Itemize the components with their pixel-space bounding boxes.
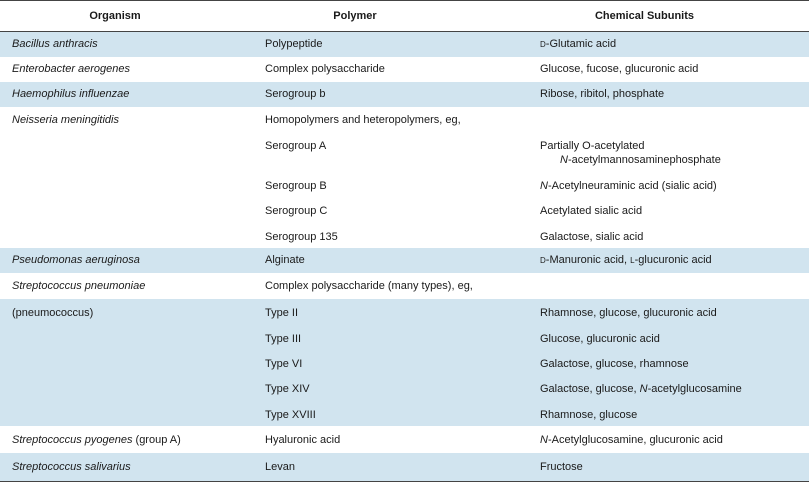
subunits-cell: Galactose, glucose, N-acetylglucosamine: [540, 383, 742, 395]
table-row: [0, 82, 809, 107]
polymer-cell: Type VI: [265, 358, 303, 370]
organism-cell: Bacillus anthracis: [12, 38, 98, 50]
table-row: [0, 248, 809, 273]
polymer-cell: Complex polysaccharide (many types), eg,: [265, 280, 473, 292]
polymer-cell: Levan: [265, 461, 295, 473]
organism-cell: Streptococcus pneumoniae: [12, 280, 146, 292]
subunits-cell: Glucose, glucuronic acid: [540, 333, 660, 345]
subunits-cell: N-Acetylneuraminic acid (sialic acid): [540, 180, 717, 192]
organism-cell: Pseudomonas aeruginosa: [12, 254, 140, 266]
polymer-cell: Type II: [265, 307, 299, 319]
subunits-cell: Partially O-acetylated: [540, 140, 645, 152]
table-row-group: [0, 107, 809, 248]
subunits-cell: N-Acetylglucosamine, glucuronic acid: [540, 434, 723, 446]
header-subunits: Chemical Subunits: [594, 10, 695, 22]
polymer-cell: Serogroup C: [265, 205, 328, 217]
table-row: [0, 273, 809, 299]
subunits-cell-continued: N-acetylmannosaminephosphate: [560, 154, 721, 166]
organism-cell: Streptococcus pyogenes (group A): [12, 434, 181, 446]
table-row: [0, 426, 809, 453]
subunits-cell: Rhamnose, glucose: [540, 409, 638, 421]
small-caps-prefix: D: [540, 40, 546, 49]
header-polymer: Polymer: [333, 10, 377, 22]
polymer-cell: Hyaluronic acid: [265, 434, 341, 446]
subunits-cell: D-Glutamic acid: [540, 38, 617, 50]
table-row: [0, 453, 809, 481]
table-header: [0, 1, 809, 32]
header-organism: Organism: [89, 10, 141, 22]
polymer-cell: Polypeptide: [265, 38, 323, 50]
polymer-cell: Serogroup B: [265, 180, 327, 192]
polymer-cell: Homopolymers and heteropolymers, eg,: [265, 114, 461, 126]
organism-cell: (pneumococcus): [12, 307, 94, 319]
organism-cell: Neisseria meningitidis: [12, 114, 119, 126]
subunits-cell: Ribose, ribitol, phosphate: [540, 88, 665, 100]
polymer-cell: Type XVIII: [265, 409, 316, 421]
polymer-cell: Type XIV: [265, 383, 310, 395]
organism-cell: Enterobacter aerogenes: [12, 63, 131, 75]
organism-cell: Haemophilus influenzae: [12, 88, 130, 100]
subunits-cell: Galactose, glucose, rhamnose: [540, 358, 689, 370]
polymer-cell: Serogroup b: [265, 88, 326, 100]
polymer-cell: Complex polysaccharide: [265, 63, 385, 75]
polymer-cell: Serogroup A: [265, 140, 327, 152]
subunits-cell: Galactose, sialic acid: [540, 231, 644, 243]
polymer-cell: Serogroup 135: [265, 231, 338, 243]
polymer-cell: Alginate: [265, 254, 305, 266]
subunits-cell: Rhamnose, glucose, glucuronic acid: [540, 307, 717, 319]
table-row-group: [0, 299, 809, 426]
subunits-cell: D-Manuronic acid, L-glucuronic acid: [540, 254, 712, 266]
subunits-cell: Glucose, fucose, glucuronic acid: [540, 63, 699, 75]
table-row: [0, 32, 809, 57]
polymer-cell: Type III: [265, 333, 302, 345]
organism-cell: Streptococcus salivarius: [12, 461, 131, 473]
subunits-cell: Fructose: [540, 461, 583, 473]
subunits-cell: Acetylated sialic acid: [540, 205, 643, 217]
table-row: [0, 57, 809, 82]
